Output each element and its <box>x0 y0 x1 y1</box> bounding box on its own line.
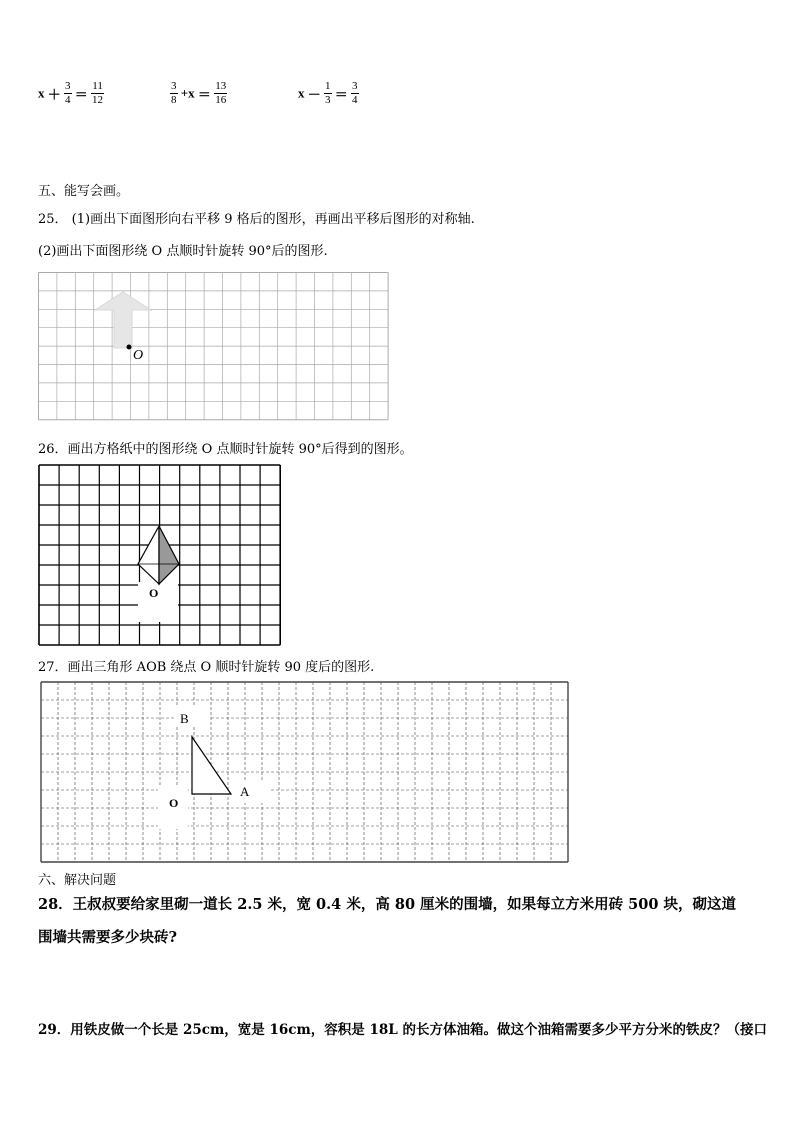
section-5-title: 五、能写会画。 <box>38 184 130 199</box>
triangle-aob <box>192 737 231 794</box>
section-6-title: 六、解决问题 <box>38 873 117 888</box>
eq3-frac1: $\frac{1}{3}$ <box>325 80 331 106</box>
point-b-label: B <box>180 711 189 726</box>
arrow-shape <box>95 292 151 348</box>
point-o-label: O <box>133 348 144 363</box>
eq3-var: x <box>298 85 305 101</box>
eq1-frac1: $\frac{3}{4}$ <box>65 80 71 106</box>
eq3-equals: ＝ <box>334 87 348 102</box>
kite-left <box>138 526 159 584</box>
eq2-op: +x <box>180 85 195 101</box>
eq2-equals: ＝ <box>197 87 211 102</box>
eq2-frac2: $\frac{13}{16}$ <box>215 80 227 106</box>
q27-text: 27．画出三角形 AOB 绕点 O 顺时针旋转 90 度后的图形. <box>38 660 375 675</box>
kite-right-shaded <box>159 526 179 584</box>
eq1-var: x <box>38 85 45 101</box>
point-o-dot <box>127 345 132 350</box>
q25-line2: (2)画出下面图形绕 O 点顺时针旋转 90°后的图形. <box>38 244 328 259</box>
eq1-equals: ＝ <box>74 87 88 102</box>
eq2-frac1: $\frac{3}{8}$ <box>171 80 177 106</box>
equation-2 <box>170 80 227 116</box>
q25-grid <box>38 272 389 422</box>
equation-1 <box>38 80 104 116</box>
equation-3 <box>298 80 359 116</box>
q29-line1: 29．用铁皮做一个长是 25cm，宽是 16cm，容积是 18L 的长方体油箱。做这个油箱需要多少平方分米的铁皮？（接口 <box>38 1022 767 1038</box>
q28-line1: 28．王叔叔要给家里砌一道长 2.5 米，宽 0.4 米，高 80 厘米的围墙，如果每立方米用砖 500 块，砌这道 <box>38 896 736 913</box>
point-o-label: O <box>149 586 159 600</box>
eq3-op: － <box>307 87 321 102</box>
eq1-frac2: $\frac{11}{12}$ <box>92 80 104 106</box>
q25-line1: 25． (1)画出下面图形向右平移 9 格后的图形，再画出平移后图形的对称轴. <box>38 212 475 227</box>
q27-grid <box>40 681 571 865</box>
eq3-frac2: $\frac{3}{4}$ <box>352 80 358 106</box>
eq1-op: ＋ <box>47 87 61 102</box>
point-a-label: A <box>240 784 250 799</box>
point-o-label: O <box>169 796 179 810</box>
q26-grid <box>38 464 282 646</box>
q28-line2: 围墙共需要多少块砖? <box>38 929 177 946</box>
q26-text: 26．画出方格纸中的图形绕 O 点顺时针旋转 90°后得到的图形。 <box>38 442 413 457</box>
